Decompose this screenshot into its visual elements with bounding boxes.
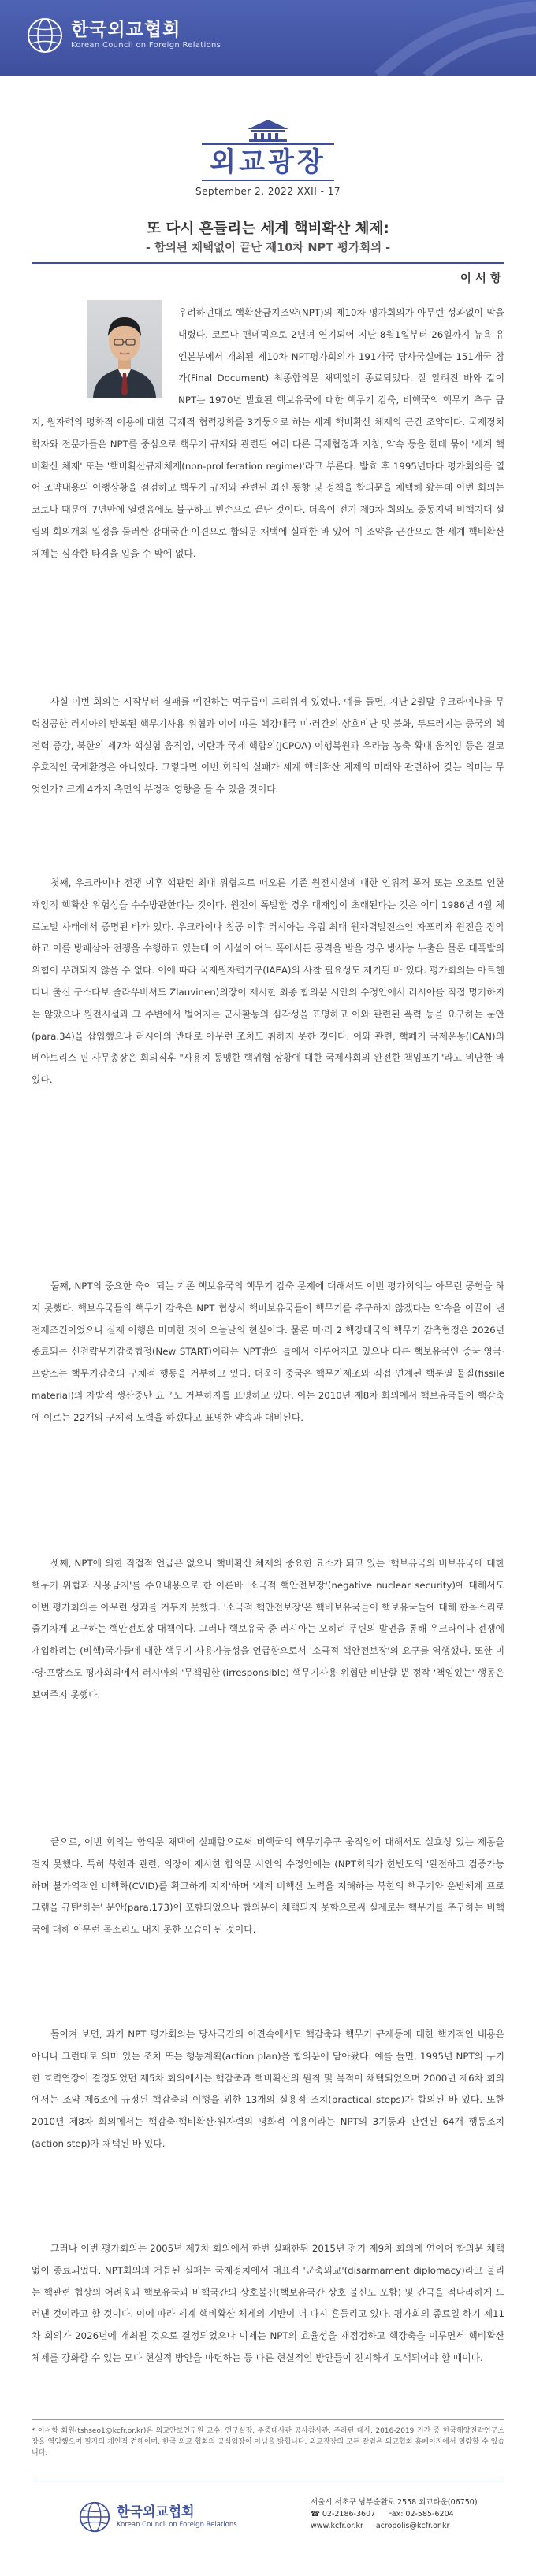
footer-globe-icon [79, 2501, 110, 2533]
article-paragraph-8: 그러나 이번 평가회의는 2005년 제7차 회의에서 한번 실패한뒤 2015년 전기 제9차 회의에 연이어 합의문 채택없이 종료되었다. NPT회의의 거듭된 실패는 국제정치에서 대표적 '군축외교'(disarmament diplomacy)라고 불리는 핵관련 협상의 어려움과 핵보유국과 비핵국간의 상호불신(핵보유국간 상호 불신도 포함) 및 간극을 적나라하게 드러낸 것이라고 할 것이다. 이에 따라 세계 핵비확산 체제의 기반이 더 다시 흔들리고 있다. 평가회의 종료일 하기 제11차 회의가 2026년에 개최될 것으로 결정되었으나 이제는 NPT의 효율성을 재점검하고 핵강축을 이루면서 핵비확산 체제를 강화할 수 있는 모다 현실적 방안을 마련하는 등 다른 현실적인 방안들이 진지하게 모색되어야 할 때이다. [32, 2243, 504, 2363]
article-paragraph-1a [32, 302, 504, 565]
article-paragraph-5: 셋째, NPT에 의한 직접적 언급은 없으나 핵비확산 체제의 중요한 요소가 되고 있는 '핵보유국의 비보유국에 대한 핵무기 위협과 사용금지'를 주요내용으로 한 이른바 '소극적 핵안전보장'(negative nuclear security)에 대해서도 이번 평가회의는 아무런 성과를 거두지 못했다. '소극적 핵안전보장'은 핵비보유국들이 핵보유국들에 대해 한목소리로 줄기차게 요구하는 핵안전보장 대책이다. 그러나 핵보유국 중 러시아는 오히려 푸틴의 발언을 통해 우크라이나 전쟁에 개입하려는 (비핵)국가들에 대한 핵무기 사용가능성을 언급함으로서 '소극적 핵안전보장'의 요구를 역행했다. 또한 미·영·프랑스도 평가회의에서 러시아의 '무책임한'(irresponsible) 핵무기사용 위협만 비난할 뿐 정작 '책임있는' 행동은 보여주지 못했다. [32, 1558, 504, 1700]
footer-org-name-ko: 한국외교협회 [117, 2504, 195, 2520]
header-band [0, 0, 536, 76]
footer-logo [79, 2501, 237, 2533]
article-paragraph-3: 첫째, 우크라이나 전쟁 이후 핵관련 최대 위협으로 떠오른 기존 원전시설에 대한 인위적 폭격 또는 오조로 인한 재앙적 핵확산 위험성을 수수방관한다는 것이다. 원전이 폭발할 경우 대재앙이 초래된다는 것은 이미 1986년 4월 체르노빌 사태에서 증명된 바가 있다. 우크라이나 침공 이후 러시아는 유럽 최대 원자력발전소인 자포리자 원전을 장악하고 이를 방패삼아 전쟁을 수행하고 있는데 이 시설이 여느 폭에서든 공격을 받을 경우 방사능 누출은 물론 대폭발의 위험이 우려되지 않을 수 없다. 이에 따라 국제원자력기구(IAEA)의 사찰 필요성도 제기된 바 있다. 평가회의는 아르헨티나 출신 구스타보 줄라우비셔드 Zlauvinen)의장이 제시한 최종 합의문 시안의 수정안에서 러시아를 직접 명기하지는 않았으나 원전시설과 그 주변에서 벌어지는 군사활동의 심각성을 표명하고 이와 관련된 폭력 등을 요구하는 문안(para.34)을 삽입했으나 러시아의 반대로 아무런 조치도 취하지 못한 것이다. 이와 관련, 핵폐기 국제운동(ICAN)의 베아트리스 핀 사무총장은 회의직후 "사용치 동맹한 핵위협 상황에 대한 국제사회의 완전한 책임포기"라고 비난한 바 있다. [32, 877, 504, 1086]
org-name-ko: 한국외교협회 [71, 20, 181, 40]
org-name-en: Korean Council on Foreign Relations [71, 41, 221, 50]
newsletter-title: 외교광장 [202, 143, 333, 181]
footer-homepage-link[interactable]: www.kcfr.or.kr [311, 2522, 363, 2530]
article-paragraph-7: 돌이켜 보면, 과거 NPT 평가회의는 당사국간의 이견속에서도 핵감축과 핵무기 규제등에 대한 핵기적인 내용은 아니나 그런대로 의미 있는 조치 또는 행동계획(action plan)을 합의문에 담아왔다. 예를 들면, 1995년 NPT의 무기한 효력연장이 결정되었던 제5차 회의에서는 핵감축과 핵비확산의 원칙 및 목적이 채택되었으며 2000년 제6차 회의에서는 조약 제6조에 규정된 핵감축의 이행을 위한 13개의 실용적 조치(practical steps)가 합의된 바 있다. 또한 2010년 제8차 회의에서는 핵감축·핵비확산·원자력의 평화적 이용이라는 NPT의 3기둥과 관련된 64개 행동조치(action step)가 채택된 바 있다. [32, 2029, 504, 2149]
footer [0, 2473, 536, 2576]
globe-logo-icon [27, 17, 63, 54]
article-paragraph-2: 사실 이번 회의는 시작부터 실패를 예견하는 먹구름이 드리워져 있었다. 예를 들면, 지난 2월말 우크라이나를 무력침공한 러시아의 반복된 핵무기사용 위협과 이에 따른 핵강대국 미·러간의 상호비난 및 불화, 두드러지는 중국의 핵전력 증강, 북한의 제7차 핵실험 움직임, 이란과 국제 핵합의(JCPOA) 이행복원과 우라늄 농축 확대 움직임 등은 결코 우호적인 국제환경은 아니었다. 그렇다면 이번 회의의 실패가 세계 핵비확산 체제의 미래와 관련하여 갖는 의미는 무엇인가? 크게 4가지 측면의 부정적 영향을 들 수 있을 것이다. [32, 696, 504, 795]
article-paragraph-4: 둘째, NPT의 중요한 축이 되는 기존 핵보유국의 핵무기 감축 문제에 대해서도 이번 평가회의는 아무런 공헌을 하지 못했다. 핵보유국들의 핵무기 감축은 NPT 협상시 핵비보유국들이 핵무기를 추구하지 않겠다는 약속을 이끌어 낸 전제조건이었으나 실제 이행은 미미한 것이 오늘날의 현실이다. 물론 미·러 2 핵강대국의 핵무기 감축협정은 2026년 종료되는 신전략무기감축협정(New START)이라는 NPT밖의 틀에서 이루어지고 있으나 다른 핵보유국인 중국·영국·프랑스는 핵무기감축의 구체적 행동을 거부하고 있다. 더욱이 중국은 핵무기제조와 직접 연계된 핵분열 물질(fissile material)의 자발적 생산중단 요구도 거부하자를 표명하고 있다. 이는 2010년 제8차 회의에서 핵보유국들이 핵감축에 이르는 22개의 구체적 노력을 하겠다고 표명한 약속과 대비된다. [32, 1281, 504, 1423]
photo-float-spacer [32, 302, 178, 411]
article-paragraph-6: 끝으로, 이번 회의는 합의문 채택에 실패함으로써 비핵국의 핵무기추구 움직임에 대해서도 실효성 있는 제동을 걸지 못했다. 특히 북한과 관련, 의장이 제시한 합의문 시안의 수정안에는 (NPT회의가 한반도의 '완전하고 검증가능하며 불가역적인 비핵화(CVID)를 확고하게 지지'하며 '세계 비핵산 노력을 저해하는 북한의 핵무기와 운반체계 프로그램을 규탄'하는' 문안(para.173)이 포함되었으나 합의문이 채택되지 못함으로써 실제로는 핵무기를 추구하는 비핵국에 대해 아무런 목소리도 내지 못한 모습이 된 것이다. [32, 1837, 504, 1936]
footer-tel: ☎ 02-2186-3607 [311, 2510, 376, 2519]
author-name: 이 서 항 [460, 272, 501, 285]
footnote-divider [32, 2419, 504, 2420]
footer-address: 서울시 서초구 남부순환로 2558 외교타운(06750) [311, 2498, 478, 2507]
issue-date: September 2, 2022 XXII - 17 [195, 186, 341, 197]
footer-email-link[interactable]: acropolis@kcfr.or.kr [375, 2522, 450, 2530]
footer-contact-info [311, 2496, 478, 2532]
article-subtitle: - 합의된 채택없이 끝난 제10차 NPT 평가회의 - [145, 242, 391, 254]
article-title-block [32, 219, 504, 257]
masthead [0, 118, 536, 197]
paragraph-text: 우려하던대로 핵확산금지조약(NPT)의 제10차 평가회의가 아무런 성과없이 막을 내렸다. 코로나 팬데믹으로 2년여 연기되어 지난 8월1일부터 26일까지 뉴욕 유엔본부에서 개최된 제10차 NPT평가회의가 191개국 당사국실에는 151개국 참가(Final Document) 최종합의문 채택없이 종료되었다. 잘 알려진 바와 같이 NPT는 1970년 발효된 핵보유국에 대한 핵무기 감축, 비핵국의 핵무기 추구 금지, 원자력의 평화적 이용에 대한 국제적 협력강화를 3기둥으로 하는 세계 핵비확산 체제의 근간 조약이다. 국제정치학자와 전문가들은 NPT를 중심으로 핵무기 규제와 관련된 여러 다른 국제협정과 지침, 약속 등을 한데 묶어 '세계 핵비확산 체제' 또는 '핵비확산규제체제(non-proliferation regime)'라고 부른다. 발효 후 1995년마다 평가회의를 열어 조약내용의 이행상황을 점검하고 핵무기 규제와 관련된 최신 동향 및 정책을 합의문을 채택해 왔는데 이번 회의는 코로나 때문에 7년만에 열렸음에도 불구하고 빈손으로 끝난 것이다. 더욱이 전기 제9차 회의도 중동지역 비핵지대 설립의 회의개최 일정을 둘러싼 강대국간 이견으로 합의문 채택에 실패한 바 있어 이 조약을 근간으로 한 세계 핵비확산 체제는 심각한 타격을 입을 수 밖에 없다. [32, 307, 504, 559]
footer-org-name-en: Korean Council on Foreign Relations [117, 2521, 237, 2529]
author-footnote: * 이서항 회원(tshseo1@kcfr.or.kr)은 외교안보연구원 교수, 연구실장, 주중대사관 공사참사관, 주라틴 대사, 2016-2019 기간 중 한국해양전략연구소장을 역임했으며 필자의 개인적 견해이며, 한국 외교 협회의 공식입장이 아님을 밝힙니다. 외교광장의 모든 칼럼은 외교협회 홈페이지에서 열람할 수 있습니다. [32, 2427, 504, 2457]
temple-icon [244, 118, 292, 142]
title-divider [32, 262, 504, 264]
org-logo [27, 17, 221, 54]
article-title: 또 다시 흔들리는 세계 핵비확산 체제: [147, 221, 389, 237]
header-arc-decoration [331, 0, 536, 76]
footer-fax: Fax: 02-585-6204 [388, 2510, 454, 2519]
